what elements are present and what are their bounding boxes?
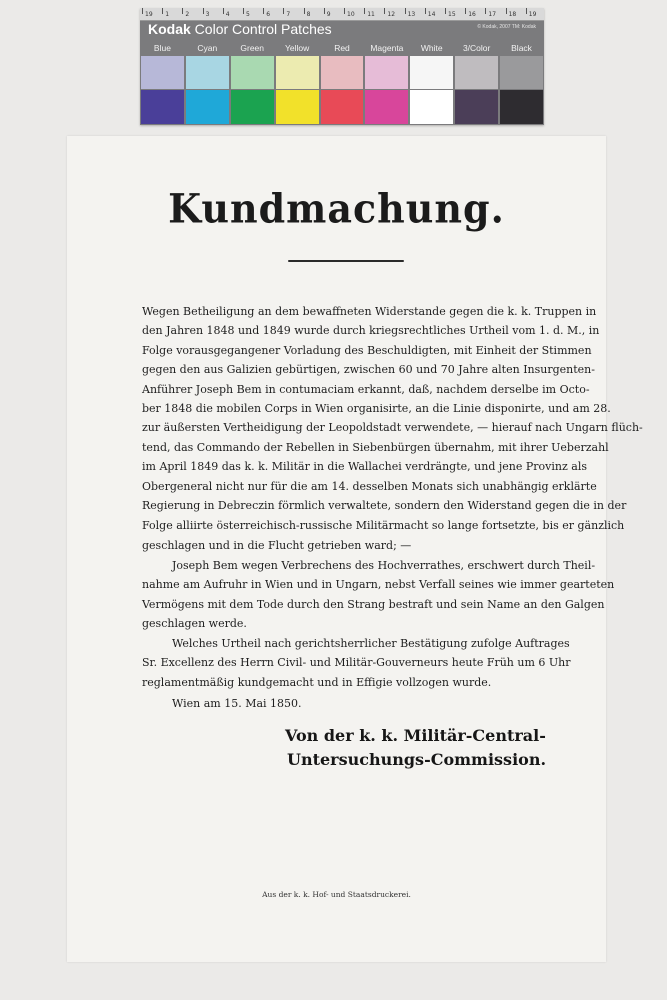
ruler-number: 12 <box>387 11 396 18</box>
light-patch-blue <box>141 56 184 89</box>
ruler-number: 4 <box>225 11 230 18</box>
patch-label-magenta: Magenta <box>370 43 404 53</box>
light-patch-yellow <box>276 56 319 89</box>
body-line: reglamentmäßig kundgemacht und in Effigie vollzogen wurde. <box>142 676 492 689</box>
ruler-number: 1 <box>165 11 170 18</box>
kodak-logo-text: Kodak <box>148 21 191 37</box>
ruler-number: 2 <box>185 11 190 18</box>
body-line: Folge vorausgegangener Vorladung des Beschuldigten, mit Einheit der Stimmen <box>142 344 592 357</box>
ruler-number: 19 <box>528 11 537 18</box>
dark-patch-red <box>321 90 364 124</box>
patch-label-yellow: Yellow <box>284 43 310 53</box>
ruler-tick <box>304 8 305 14</box>
dark-patch-black <box>500 90 543 124</box>
patch-label-cyan: Cyan <box>197 43 218 53</box>
body-line: Regierung in Debreczin förmlich verwaltete, sondern den Widerstand gegen die in der <box>142 499 627 512</box>
ruler-tick <box>283 8 284 14</box>
patch-label-black: Black <box>511 43 532 53</box>
ruler-number: 3 <box>205 11 210 18</box>
body-line: Vermögens mit dem Tode durch den Strang bestraft und sein Name an den Galgen <box>142 598 605 611</box>
ruler-number: 18 <box>508 11 517 18</box>
body-line: tend, das Commando der Rebellen in Siebenbürgen übernahm, mit ihrer Ueberzahl <box>142 441 609 454</box>
ruler-tick <box>405 8 406 14</box>
light-patch-white <box>410 56 453 89</box>
ruler-number: 6 <box>266 11 271 18</box>
body-line: den Jahren 1848 und 1849 wurde durch kriegsrechtliches Urtheil vom 1. d. M., in <box>142 324 600 337</box>
ruler-number: 15 <box>448 11 456 18</box>
title-divider <box>288 260 404 262</box>
patch-label-white: White <box>420 43 443 53</box>
body-line: Folge alliirte österreichisch-russische Militärmacht so lange fortsetzte, bis er gänzlich <box>142 519 625 532</box>
copyright-text: © Kodak, 2007 TM: Kodak <box>477 24 536 30</box>
ruler-number: 9 <box>326 11 331 18</box>
ruler-tick <box>445 8 446 14</box>
poster-sheet <box>67 136 643 962</box>
body-line: Wien am 15. Mai 1850. <box>172 697 302 710</box>
color-calibration-target <box>140 8 544 125</box>
dark-patch-green <box>231 90 274 124</box>
dark-patch-yellow <box>276 90 319 124</box>
ruler-number: 7 <box>286 11 291 18</box>
light-patch-magenta <box>365 56 408 89</box>
ruler-number: 16 <box>468 11 476 18</box>
ruler-number: 5 <box>246 11 250 18</box>
ruler <box>140 8 544 21</box>
signature-line-1: Von der k. k. Militär-Central- <box>285 726 546 745</box>
body-line: ber 1848 die mobilen Corps in Wien organisirte, an die Linie disponirte, und am 28. <box>142 402 611 415</box>
light-patch-black <box>500 56 543 89</box>
body-line: Obergeneral nicht nur für die am 14. desselben Monats sich unabhängig erklärte <box>142 480 597 493</box>
printer-imprint: Aus der k. k. Hof- und Staatsdruckerei. <box>262 890 411 899</box>
ruler-tick <box>344 8 345 14</box>
ruler-number: 8 <box>306 11 311 18</box>
body-line: zur äußersten Vertheidigung der Leopoldstadt verwendete, — hierauf nach Ungarn flüch- <box>142 421 643 434</box>
dark-patch-cyan <box>186 90 229 124</box>
ruler-tick <box>263 8 264 14</box>
body-line: im April 1849 das k. k. Militär in die Wallachei verdrängte, und jene Provinz als <box>142 460 587 473</box>
ruler-tick <box>506 8 507 14</box>
patch-label-red: Red <box>334 43 350 53</box>
light-patch-green <box>231 56 274 89</box>
body-line: Joseph Bem wegen Verbrechens des Hochverrathes, erschwert durch Theil- <box>172 559 596 572</box>
body-line: Welches Urtheil nach gerichtsherrlicher Bestätigung zufolge Auftrages <box>172 637 570 650</box>
signature-line-2: Untersuchungs-Commission. <box>287 750 547 769</box>
dark-patch-white <box>410 90 453 124</box>
target-copyright <box>477 24 536 30</box>
body-line: nahme am Aufruhr in Wien und in Ungarn, nebst Verfall seines wie immer gearteten <box>142 578 615 591</box>
ruler-tick <box>142 8 143 14</box>
ruler-tick <box>384 8 385 14</box>
dark-patch-blue <box>141 90 184 124</box>
ruler-tick <box>364 8 365 14</box>
ruler-tick <box>425 8 426 14</box>
body-line: geschlagen werde. <box>142 617 247 630</box>
ruler-number: 10 <box>347 11 355 18</box>
ruler-tick <box>485 8 486 14</box>
dark-patch-3-color <box>455 90 498 124</box>
document-title: Kundmachung. <box>168 184 505 233</box>
ruler-tick <box>465 8 466 14</box>
ruler-tick <box>162 8 163 14</box>
kodak-brand <box>148 21 332 37</box>
patch-label-3-color: 3/Color <box>462 43 491 53</box>
patch-label-green: Green <box>240 43 265 53</box>
ruler-tick <box>182 8 183 14</box>
ruler-number: 14 <box>427 11 436 18</box>
light-patch-red <box>321 56 364 89</box>
ruler-tick <box>526 8 527 14</box>
patch-label-blue: Blue <box>153 43 171 53</box>
ruler-tick <box>243 8 244 14</box>
body-line: Sr. Excellenz des Herrn Civil- und Militär-Gouverneurs heute Früh um 6 Uhr <box>142 656 571 669</box>
body-line: geschlagen und in die Flucht getrieben ward; — <box>142 539 412 552</box>
ruler-number: 13 <box>407 11 416 18</box>
body-line: Wegen Betheiligung an dem bewaffneten Widerstande gegen die k. k. Truppen in <box>142 305 597 318</box>
ruler-tick <box>223 8 224 14</box>
light-patch-cyan <box>186 56 229 89</box>
target-title: Color Control Patches <box>190 21 332 37</box>
ruler-tick <box>203 8 204 14</box>
ruler-number: 19 <box>145 11 153 18</box>
light-patch-3-color <box>455 56 498 89</box>
body-line: Anführer Joseph Bem in contumaciam erkannt, daß, nachdem derselbe im Octo- <box>142 383 590 396</box>
ruler-number: 11 <box>367 11 375 18</box>
body-line: gegen den aus Galizien gebürtigen, zwischen 60 und 70 Jahre alten Insurgenten- <box>142 363 595 376</box>
ruler-number: 17 <box>488 11 497 18</box>
dark-patch-magenta <box>365 90 408 124</box>
ruler-tick <box>324 8 325 14</box>
